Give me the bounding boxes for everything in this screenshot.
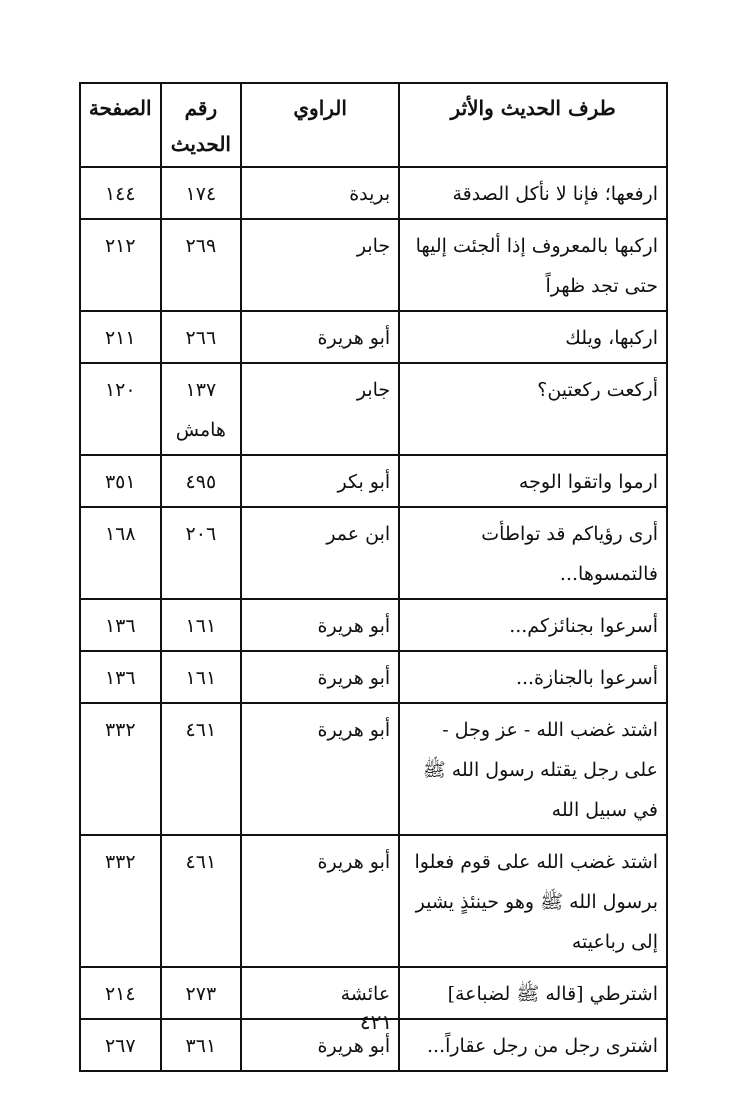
hadith-number: ١٦١ — [185, 615, 217, 637]
header-hadith-number: رقم الحديث — [161, 83, 242, 167]
page-ref: ٣٥١ — [80, 455, 161, 507]
hadith-number: ٢٦٦ — [185, 327, 217, 349]
hadith-number: ٣٦١ — [185, 1035, 217, 1057]
hadith-number-cell — [161, 599, 242, 651]
narrator: أبو بكر — [241, 455, 399, 507]
table-row — [80, 507, 667, 599]
narrator: أبو هريرة — [241, 311, 399, 363]
page-ref: ٢٦٧ — [80, 1019, 161, 1071]
table-row — [80, 363, 667, 455]
table-row — [80, 651, 667, 703]
narrator: أبو هريرة — [241, 1019, 399, 1071]
hadith-text: اشترى رجل من رجل عقاراً... — [399, 1019, 667, 1071]
hadith-text: أركعت ركعتين؟ — [399, 363, 667, 455]
hadith-number-cell — [161, 651, 242, 703]
narrator: جابر — [241, 219, 399, 311]
page-ref: ١٣٦ — [80, 651, 161, 703]
page-ref: ٢١٤ — [80, 967, 161, 1019]
narrator: أبو هريرة — [241, 835, 399, 967]
hadith-text: اشتد غضب الله - عز وجل - على رجل يقتله رسول الله ﷺ في سبيل الله — [399, 703, 667, 835]
page-ref: ٢١١ — [80, 311, 161, 363]
hadith-number: ٤٦١ — [185, 719, 217, 741]
hadith-number-cell — [161, 507, 242, 599]
hadith-number: ٢٦٩ — [185, 235, 217, 257]
table-row — [80, 219, 667, 311]
hadith-number-cell — [161, 219, 242, 311]
table-header-row — [80, 83, 667, 167]
hadith-text: اركبها بالمعروف إذا ألجئت إليها حتى تجد ظهراً — [399, 219, 667, 311]
table-row — [80, 311, 667, 363]
hadith-text: اركبها، ويلك — [399, 311, 667, 363]
hadith-text: ارموا واتقوا الوجه — [399, 455, 667, 507]
page-ref: ١٣٦ — [80, 599, 161, 651]
table-row — [80, 599, 667, 651]
footnote-marker: هامش — [175, 419, 226, 441]
table-row — [80, 835, 667, 967]
hadith-number: ١٧٤ — [185, 183, 217, 205]
hadith-number: ٤٩٥ — [185, 471, 217, 493]
page-ref: ١٢٠ — [80, 363, 161, 455]
header-page: الصفحة — [80, 83, 161, 167]
hadith-number: ٤٦١ — [185, 851, 217, 873]
hadith-text: ارفعها؛ فإنا لا نأكل الصدقة — [399, 167, 667, 219]
hadith-number-cell — [161, 167, 242, 219]
narrator: أبو هريرة — [241, 703, 399, 835]
hadith-number: ١٦١ — [185, 667, 217, 689]
hadith-text: أرى رؤياكم قد تواطأت فالتمسوها... — [399, 507, 667, 599]
narrator: جابر — [241, 363, 399, 455]
narrator: بريدة — [241, 167, 399, 219]
page-ref: ٢١٢ — [80, 219, 161, 311]
table-row — [80, 455, 667, 507]
page-ref: ١٤٤ — [80, 167, 161, 219]
hadith-number: ٢٠٦ — [185, 523, 217, 545]
table-row — [80, 703, 667, 835]
narrator: ابن عمر — [241, 507, 399, 599]
page-ref: ٣٣٢ — [80, 703, 161, 835]
hadith-number-cell — [161, 363, 242, 455]
table-row — [80, 167, 667, 219]
narrator: أبو هريرة — [241, 651, 399, 703]
hadith-number-cell — [161, 703, 242, 835]
hadith-number-cell — [161, 455, 242, 507]
header-narrator: الراوي — [241, 83, 399, 167]
hadith-number: ١٣٧ — [185, 379, 217, 401]
page-ref: ٣٣٢ — [80, 835, 161, 967]
hadith-text: أسرعوا بجنائزكم... — [399, 599, 667, 651]
header-hadith: طرف الحديث والأثر — [399, 83, 667, 167]
hadith-number-cell — [161, 311, 242, 363]
page-ref: ١٦٨ — [80, 507, 161, 599]
hadith-text: أسرعوا بالجنازة... — [399, 651, 667, 703]
hadith-number-cell — [161, 835, 242, 967]
hadith-text: اشتد غضب الله على قوم فعلوا برسول الله ﷺ وهو حينئذٍ يشير إلى رباعيته — [399, 835, 667, 967]
hadith-number: ٢٧٣ — [185, 983, 217, 1005]
hadith-index-table — [79, 82, 668, 1072]
hadith-text: اشترطي [قاله ﷺ لضباعة] — [399, 967, 667, 1019]
page-number: ٤٢١ — [359, 1010, 393, 1034]
narrator: أبو هريرة — [241, 599, 399, 651]
narrator: عائشة — [241, 967, 399, 1019]
